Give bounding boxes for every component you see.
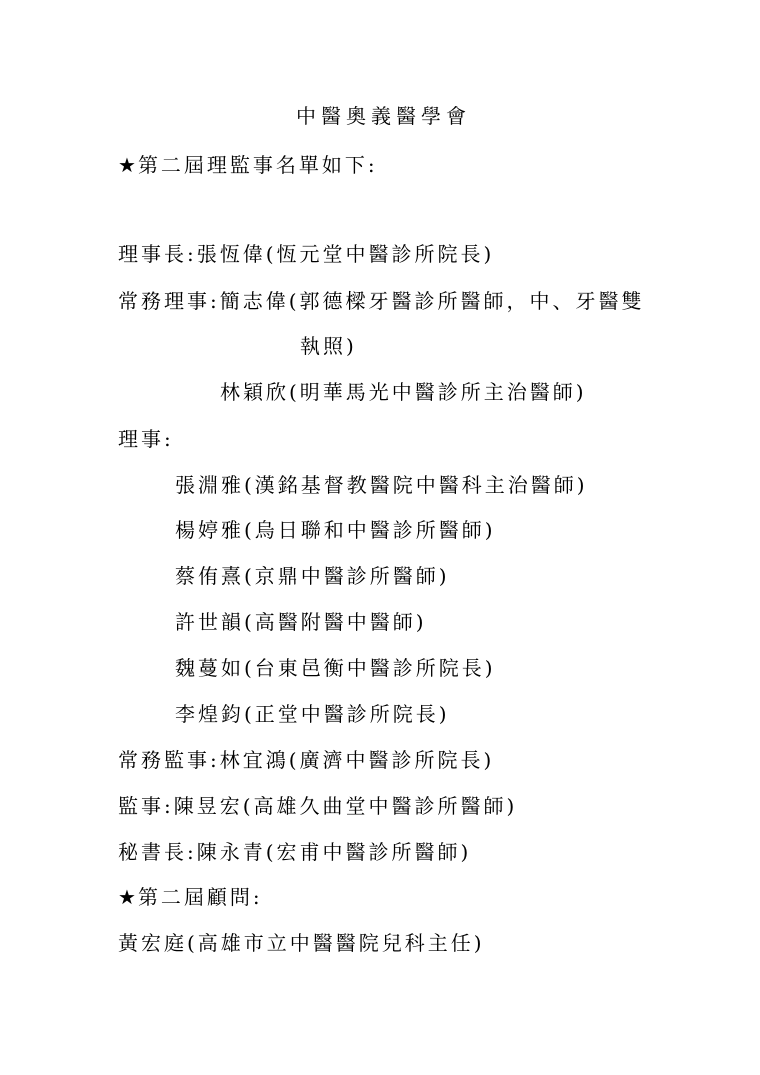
section-heading-advisors-text: 第二屆顧問: xyxy=(137,885,263,909)
document-title: 中醫奧義醫學會 xyxy=(296,104,471,128)
advisor-entry: 黃宏庭(高雄市立中醫醫院兒科主任) xyxy=(118,931,485,955)
executive-director-2: 林穎欣(明華馬光中醫診所主治醫師) xyxy=(220,380,587,404)
section-heading-advisors xyxy=(118,885,263,909)
director-entry: 許世韻(高醫附醫中醫師) xyxy=(175,610,427,634)
secretary-general-entry: 秘書長:陳永青(宏甫中醫診所醫師) xyxy=(118,840,472,864)
executive-director-1-line1: 常務理事:簡志偉(郭德樑牙醫診所醫師，中、牙醫雙 xyxy=(118,289,645,313)
director-entry: 蔡侑熹(京鼎中醫診所醫師) xyxy=(175,564,450,588)
section-heading-board-text: 第二屆理監事名單如下: xyxy=(137,153,378,177)
executive-director-1-line2: 執照) xyxy=(300,334,357,358)
star-icon: ★ xyxy=(118,153,136,177)
director-entry: 李煌鈞(正堂中醫診所院長) xyxy=(175,702,450,726)
chairman-entry: 理事長:張恆偉(恆元堂中醫診所院長) xyxy=(118,242,495,266)
director-entry: 張淵雅(漢銘基督教醫院中醫科主治醫師) xyxy=(175,473,588,497)
supervisor-entry: 監事:陳昱宏(高雄久曲堂中醫診所醫師) xyxy=(118,794,518,818)
directors-label: 理事: xyxy=(118,427,174,451)
executive-supervisor-entry: 常務監事:林宜鴻(廣濟中醫診所院長) xyxy=(118,748,495,772)
director-entry: 魏蔓如(台東邑衡中醫診所院長) xyxy=(175,656,496,680)
star-icon: ★ xyxy=(118,885,136,909)
director-entry: 楊婷雅(烏日聯和中醫診所醫師) xyxy=(175,518,496,542)
section-heading-board xyxy=(118,153,378,177)
